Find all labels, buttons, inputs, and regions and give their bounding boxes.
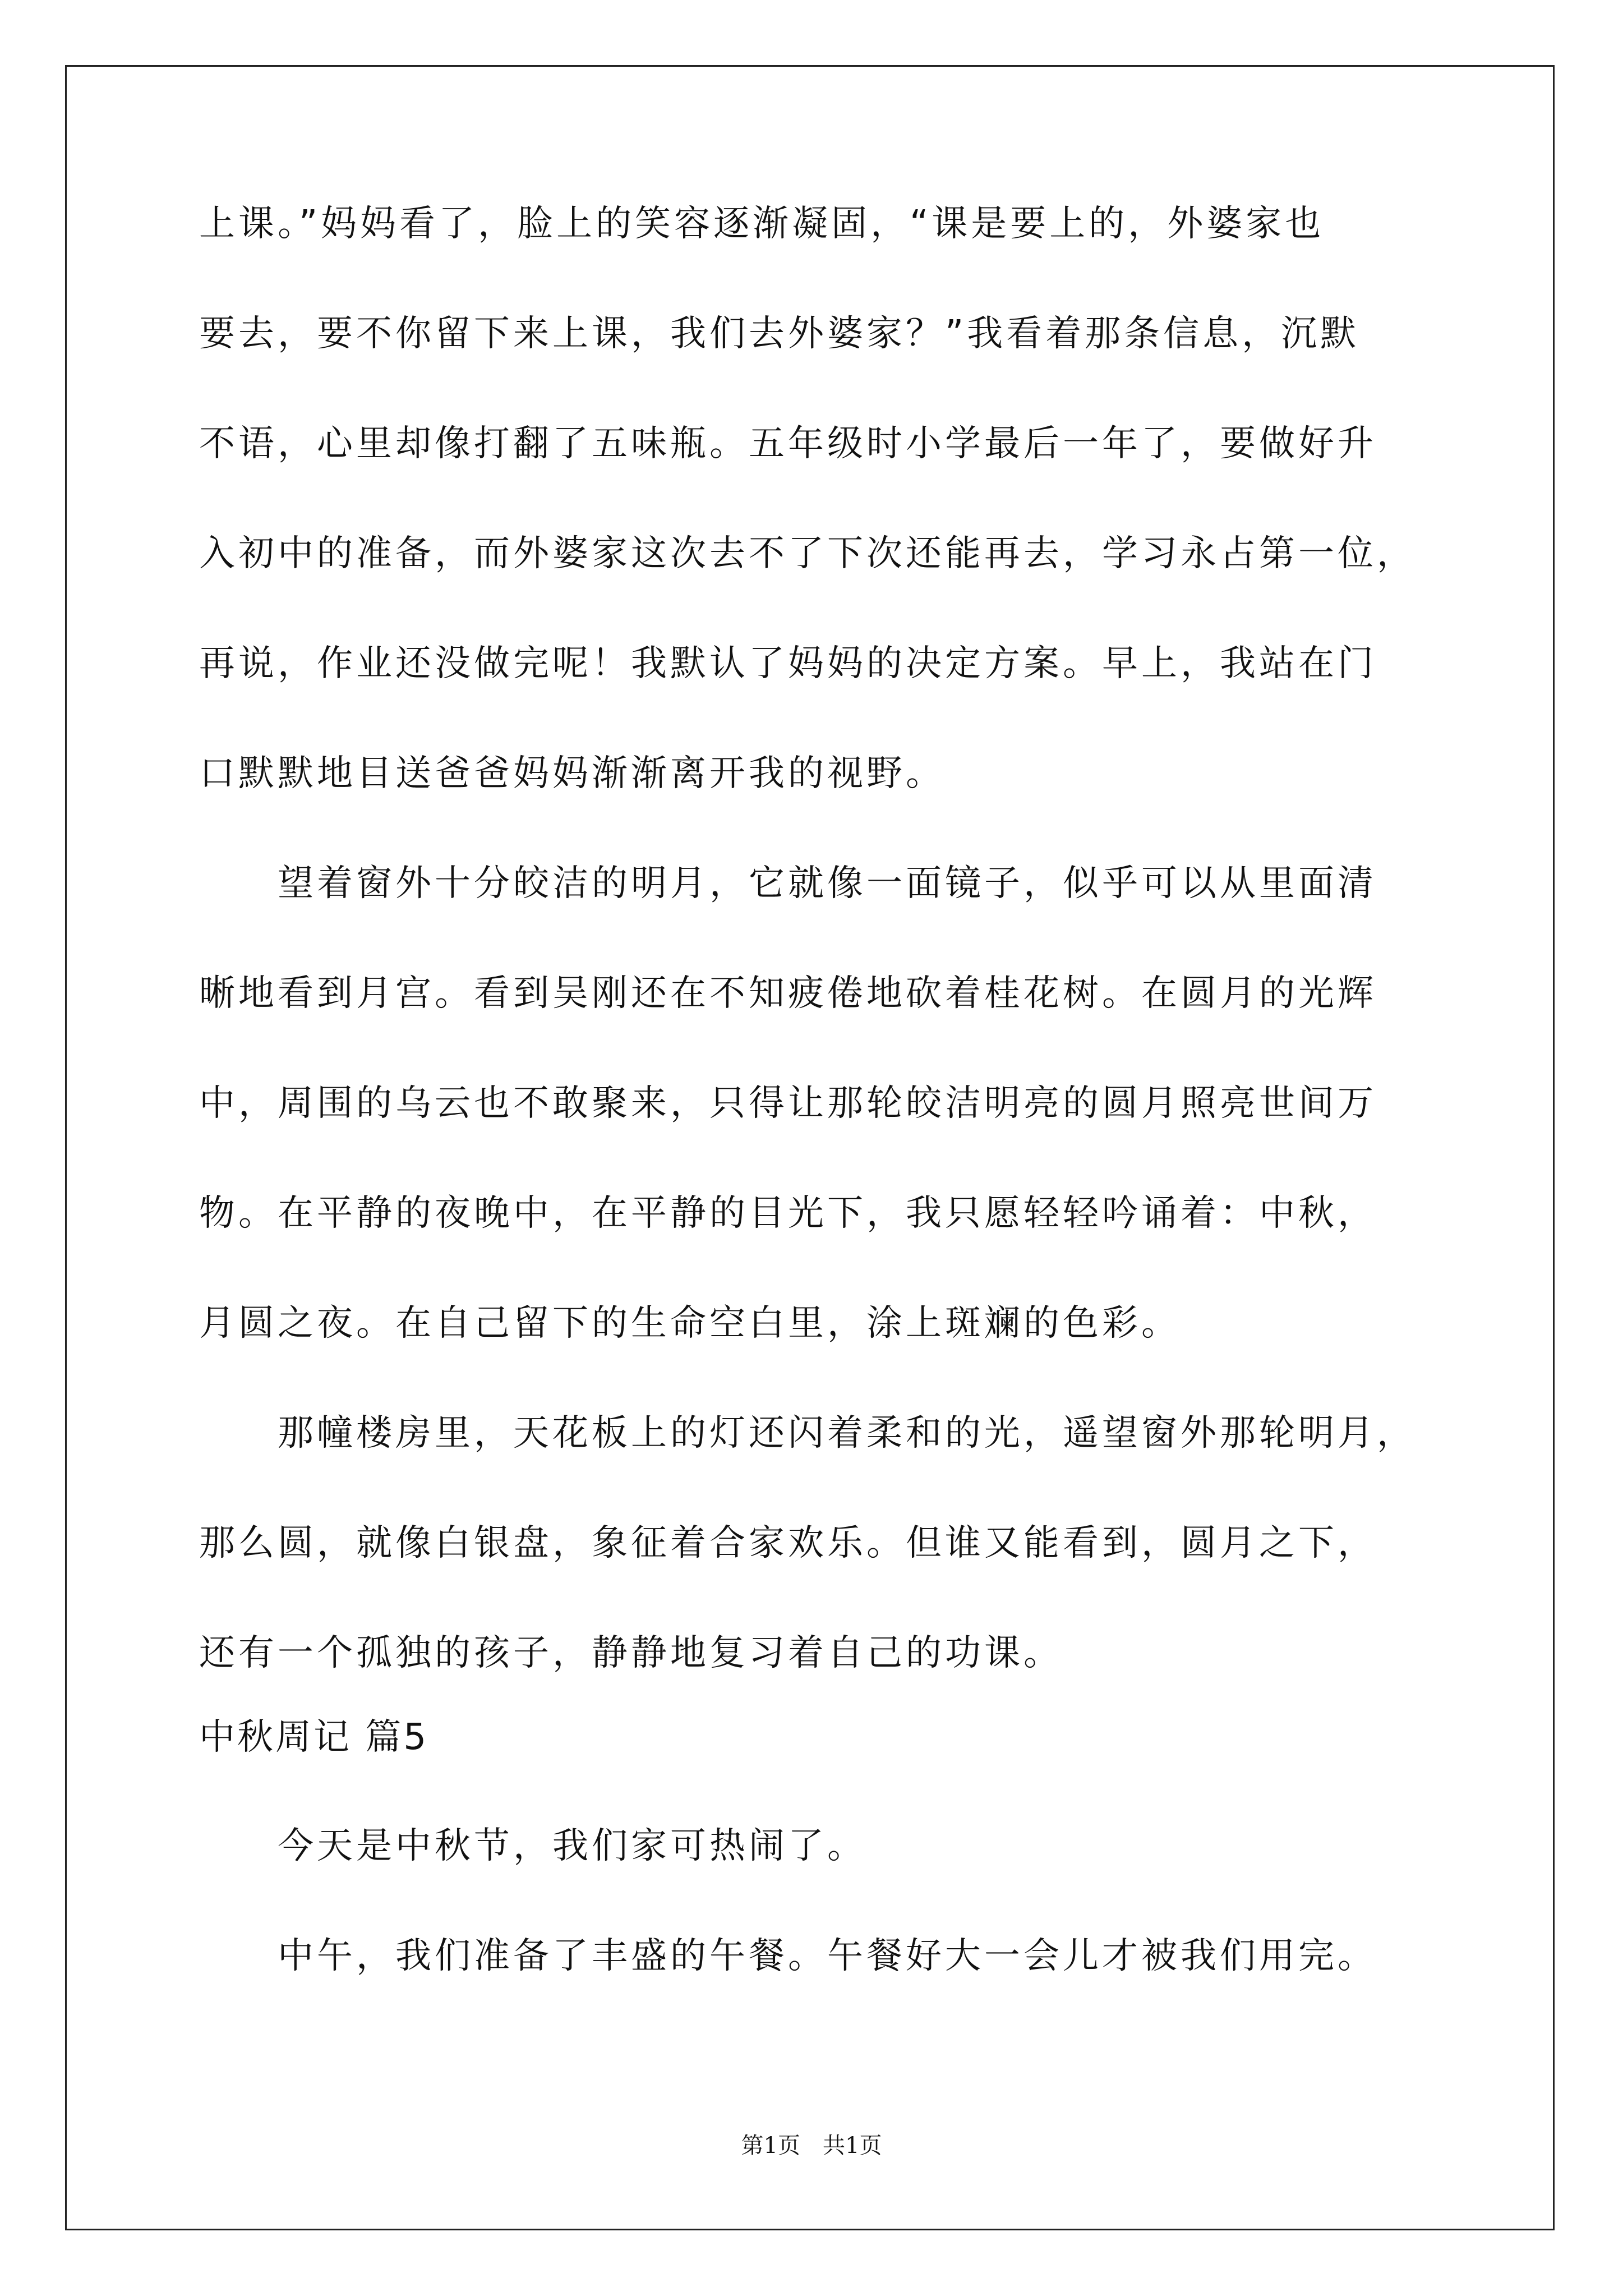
text-line: 中午，我们准备了丰盛的午餐。午餐好大一会儿才被我们用完。 [199, 1935, 1377, 1977]
text-line: 那么圆，就像白银盘，象征着合家欢乐。但谁又能看到，圆月之下， [199, 1522, 1377, 1564]
text-line: 月圆之夜。在自己留下的生命空白里，涂上斑斓的色彩。 [199, 1303, 1181, 1344]
text-line: 晰地看到月宫。看到吴刚还在不知疲倦地砍着桂花树。在圆月的光辉 [199, 973, 1377, 1014]
page-border [65, 65, 1555, 2230]
text-line: 中，周围的乌云也不敢聚来，只得让那轮皎洁明亮的圆月照亮世间万 [199, 1083, 1377, 1124]
page-number-footer: 第1页 共1页 [741, 2133, 882, 2159]
text-line: 望着窗外十分皎洁的明月，它就像一面镜子，似乎可以从里面清 [199, 863, 1377, 904]
text-line: 上课。”妈妈看了，脸上的笑容逐渐凝固，“课是要上的，外婆家也 [199, 203, 1325, 245]
text-line: 今天是中秋节，我们家可热闹了。 [199, 1825, 866, 1867]
text-line: 那幢楼房里，天花板上的灯还闪着柔和的光，遥望窗外那轮明月， [199, 1412, 1416, 1454]
text-line: 口默默地目送爸爸妈妈渐渐离开我的视野。 [199, 753, 945, 794]
text-line: 物。在平静的夜晚中，在平静的目光下，我只愿轻轻吟诵着：中秋， [199, 1193, 1377, 1234]
text-line: 要去，要不你留下来上课，我们去外婆家？”我看着那条信息，沉默 [199, 313, 1360, 355]
text-line: 还有一个孤独的孩子，静静地复习着自己的功课。 [199, 1632, 1063, 1674]
section-heading: 中秋周记 篇5 [199, 1717, 429, 1758]
text-line: 不语，心里却像打翻了五味瓶。五年级时小学最后一年了，要做好升 [199, 423, 1377, 464]
text-line: 入初中的准备，而外婆家这次去不了下次还能再去，学习永占第一位， [199, 533, 1416, 574]
text-line: 再说，作业还没做完呢！我默认了妈妈的决定方案。早上，我站在门 [199, 643, 1377, 684]
